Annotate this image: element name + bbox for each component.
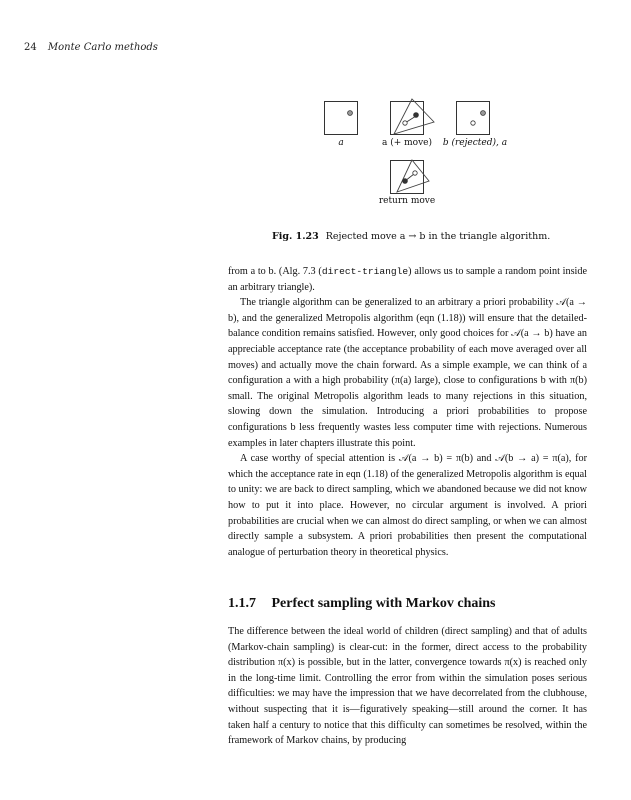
body-text [228, 264, 587, 560]
panel-a-drawing [325, 102, 357, 134]
panel-return-drawing [388, 155, 432, 195]
page-number: 24 [24, 42, 37, 53]
label-a: a [338, 138, 344, 148]
section-paragraph: The difference between the ideal world of children (direct sampling) and that of adults (Markov-chain sampling) is clear-cut: in the former, direct access to the probability distribution π(x) is possible, but in the latter, convergence towards π(x) is reached only in the long-time limit. Controlling the error from within the simulation poses serious difficulties: we may have the impression that we have decorrelated from the clubhouse, without suspecting that it is—figuratively speaking—still around the corner. It has taken half a century to notice that this difficulty can sometimes be resolved, within the framework of Markov chains, by producing [228, 626, 587, 747]
figure-caption [272, 231, 550, 242]
point-a [414, 113, 419, 118]
caption-text: Rejected move a → b in the triangle algorithm. [325, 231, 551, 242]
paragraph-2: The triangle algorithm can be generalized to an arbitrary a priori probability 𝒜(a → b), and the generalized Metropolis algorithm (eqn (1.18)) will ensure that the detailed-balance condition remains satisfied. However, only good choices for 𝒜(a → b) have an appreciable acceptance rate (the acceptance probability of each move averaged over all moves) and actually move the chain forward. As a simple example, we can think of a configuration a with a high probability (π(a) large), close to configurations b with π(b) small. The original Metropolis algorithm leads to many rejections in this situation, slowing down the simulation. Introducing a priori probabilities to propose configurations b less frequently wastes less computer time with rejections. Numerous examples in later chapters illustrate this point. [228, 297, 587, 449]
panel-a [324, 101, 358, 135]
paragraph-3: A case worthy of special attention is 𝒜(a → b) = π(b) and 𝒜(b → a) = π(a), for which the acceptance rate in eqn (1.18) of the generalized Metropolis algorithm is equal to unity: we are back to direct sampling, which we abandoned because we did not know how to put it into place. However, no circular argument is involved. A priori probabilities are crucial when we can almost do direct sampling, or when we can almost directly sample a subsystem. A priori probabilities then present the computational analogue of perturbation theory in theoretical physics. [228, 453, 587, 558]
running-header [24, 42, 158, 53]
sampling-triangle [397, 160, 429, 192]
point-b [471, 121, 475, 125]
section-number: 1.1.7 [228, 596, 256, 611]
label-rejected: b (rejected), a [442, 138, 508, 148]
caption-number: Fig. 1.23 [272, 231, 319, 242]
point-b [403, 121, 407, 125]
label-move: a (+ move) [381, 138, 432, 148]
paragraph-1-start: from a to b. (Alg. 7.3 ( [228, 266, 322, 277]
algorithm-name: direct-triangle [321, 266, 409, 277]
label-return: return move [378, 196, 436, 206]
panel-rejected-drawing [457, 102, 489, 134]
point-a [403, 179, 408, 184]
panel-move-drawing [387, 93, 435, 133]
point-a [481, 111, 486, 116]
section-text [228, 624, 587, 749]
paragraph-1 [228, 264, 587, 295]
section-title: Perfect sampling with Markov chains [271, 596, 496, 611]
paragraph-1-end: ) allows us to sample a random point inside an arbitrary triangle). [228, 266, 587, 293]
running-title: Monte Carlo methods [47, 42, 158, 53]
section-heading [228, 596, 587, 612]
point-b [413, 171, 417, 175]
panel-move [390, 101, 424, 135]
panel-return [390, 160, 424, 194]
point-a [348, 111, 353, 116]
panel-rejected [456, 101, 490, 135]
